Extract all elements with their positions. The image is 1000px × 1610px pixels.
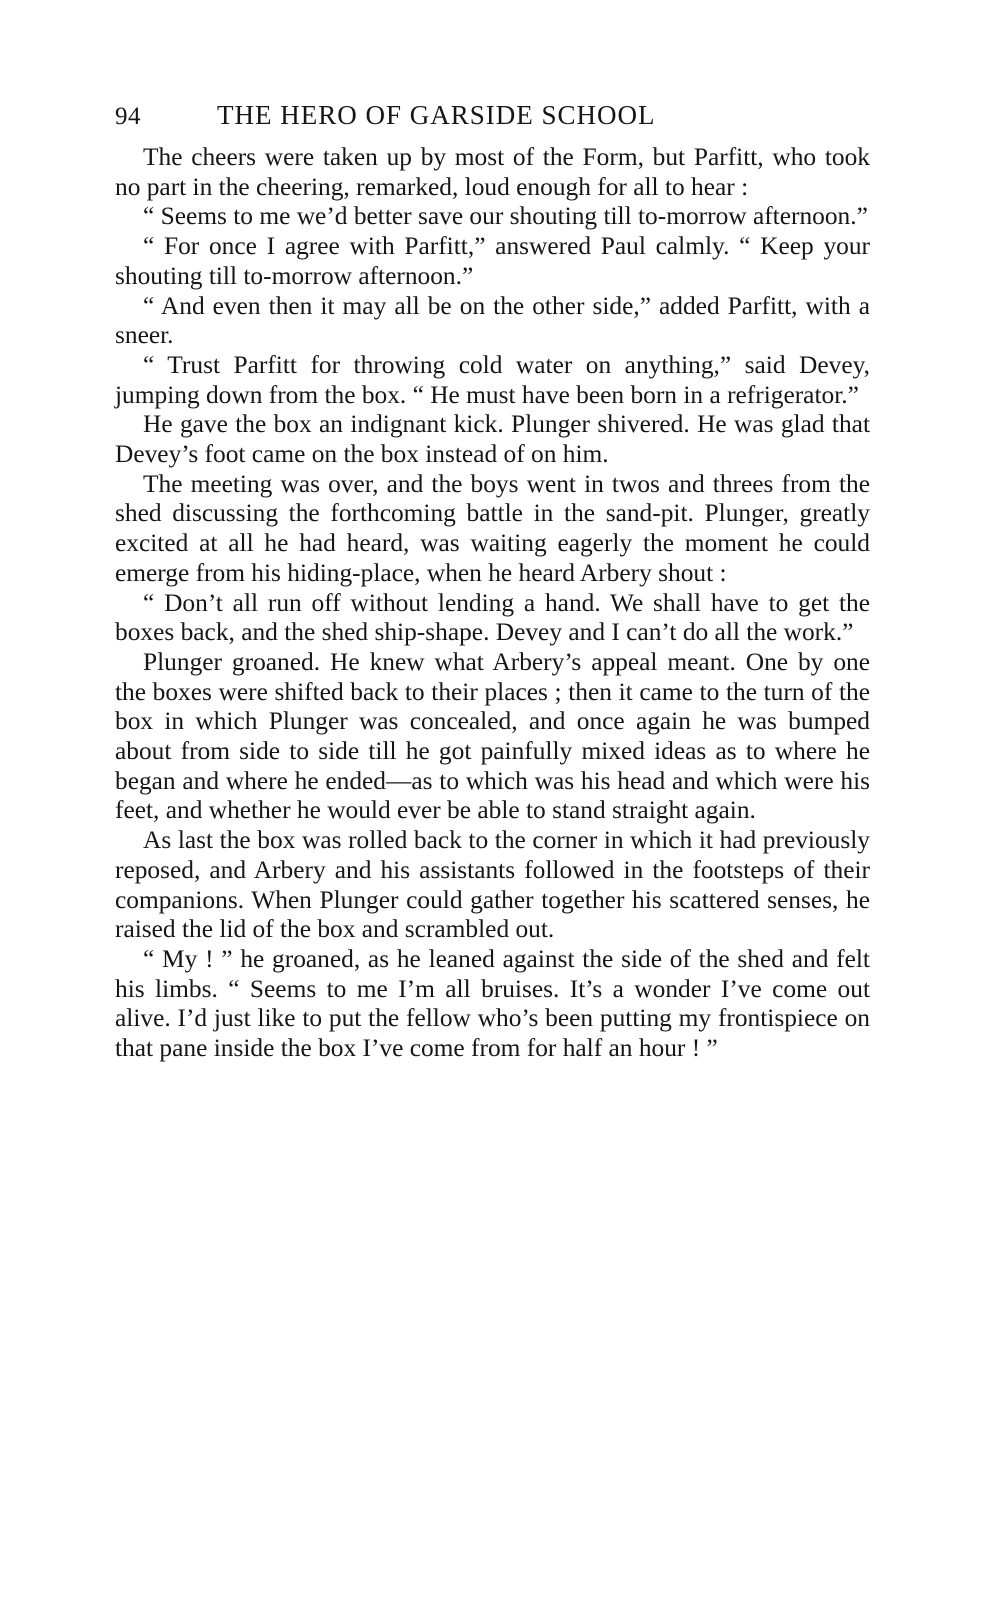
paragraph: He gave the box an indignant kick. Plunger shivered. He was glad that Devey’s foot came on the box instead of on him.	[115, 410, 870, 469]
page-header	[115, 100, 870, 131]
paragraph: “ Seems to me we’d better save our shouting till to-morrow afternoon.”	[143, 202, 868, 231]
running-title: THE HERO OF GARSIDE SCHOOL	[217, 100, 656, 130]
paragraph: “ Don’t all run off without lending a hand. We shall have to get the boxes back, and the shed ship-shape. Devey and I can’t do all the work.”	[115, 588, 870, 647]
paragraph: Plunger groaned. He knew what Arbery’s appeal meant. One by one the boxes were shifted back to their places ; then it came to the turn of the box in which Plunger was concealed, and once again he was bumped about from side to side till he got painfully mixed ideas as to where he began and where he ended—as to which was his head and which were his feet, and whether he would ever be able to stand straight again.	[115, 647, 870, 825]
book-page	[115, 100, 870, 1064]
paragraph: The cheers were taken up by most of the Form, but Parfitt, who took no part in the cheering, remarked, loud enough for all to hear :	[115, 143, 870, 201]
paragraph: “ Trust Parfitt for throwing cold water on anything,” said Devey, jumping down from the box. “ He must have been born in a refrigerator.”	[115, 350, 870, 409]
paragraph: The meeting was over, and the boys went in twos and threes from the shed discussing the forthcoming battle in the sand-pit. Plunger, greatly excited at all he had heard, was waiting eagerly the moment he could emerge from his hiding-place, when he heard Arbery shout :	[115, 469, 870, 587]
body-text	[115, 143, 870, 1064]
paragraph: As last the box was rolled back to the corner in which it had previously reposed, and Arbery and his assistants followed in the footsteps of their companions. When Plunger could gather together his scattered senses, he raised the lid of the box and scrambled out.	[115, 826, 870, 944]
paragraph: “ And even then it may all be on the other side,” added Parfitt, with a sneer.	[115, 291, 870, 350]
paragraph: “ For once I agree with Parfitt,” answered Paul calmly. “ Keep your shouting till to-morrow afternoon.”	[115, 232, 870, 290]
page-number: 94	[115, 103, 141, 130]
paragraph: “ My ! ” he groaned, as he leaned against the side of the shed and felt his limbs. “ Seems to me I’m all bruises. It’s a wonder I’ve come out alive. I’d just like to put the fellow who’s been putting my frontispiece on that pane inside the box I’ve come from for half an hour ! ”	[115, 944, 870, 1063]
